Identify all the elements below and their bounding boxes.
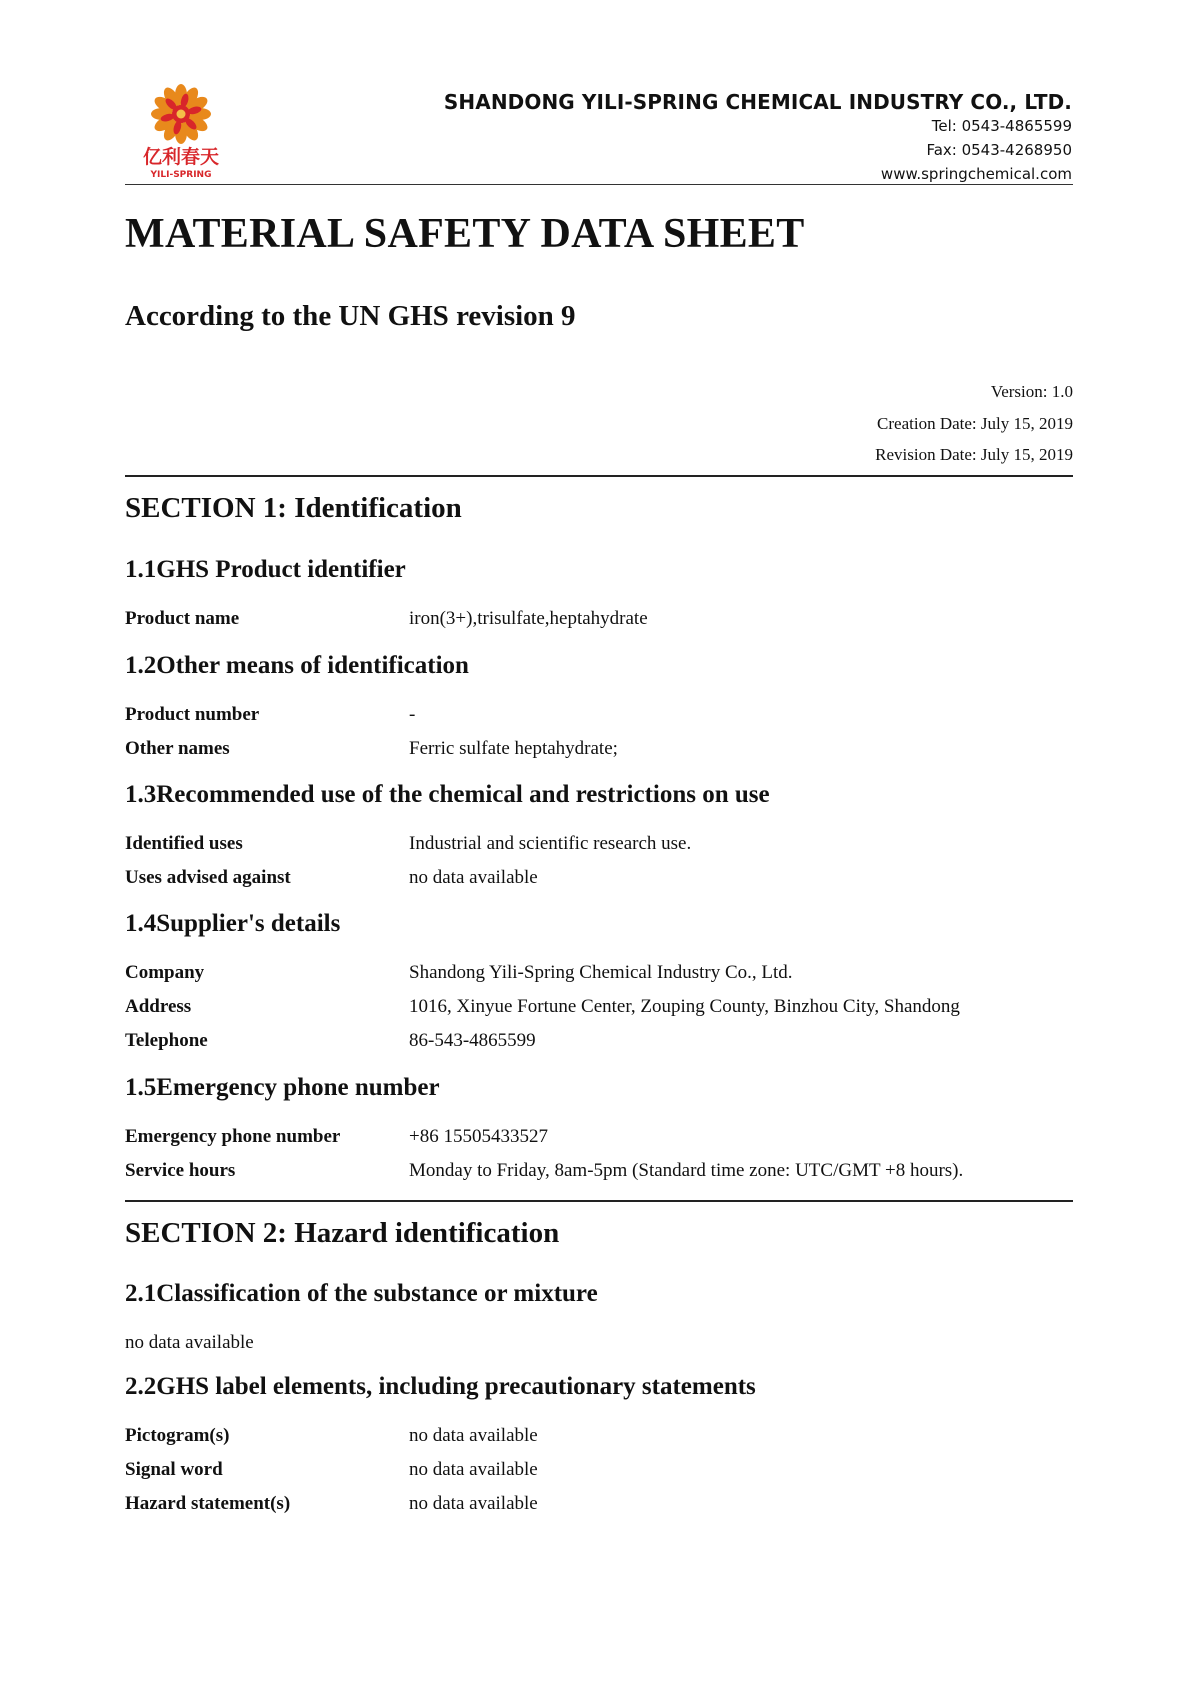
field-value: Industrial and scientific research use.	[409, 833, 692, 854]
field-row	[125, 608, 1073, 638]
field-label: Emergency phone number	[125, 1126, 341, 1147]
field-value: no data available	[409, 1425, 538, 1446]
field-row	[125, 996, 1073, 1026]
subsection-1-5-heading: 1.5Emergency phone number	[125, 1074, 440, 1101]
header-divider	[125, 184, 1073, 185]
creation-date: Creation Date: July 15, 2019	[877, 413, 1073, 433]
field-value: 1016, Xinyue Fortune Center, Zouping County, Binzhou City, Shandong	[409, 996, 960, 1017]
company-website[interactable]: www.springchemical.com	[880, 165, 1072, 183]
field-label: Service hours	[125, 1160, 236, 1181]
field-row	[125, 1493, 1073, 1523]
field-value: iron(3+),trisulfate,heptahydrate	[409, 608, 648, 629]
company-name: SHANDONG YILI-SPRING CHEMICAL INDUSTRY CO., LTD.	[443, 90, 1072, 114]
field-row	[125, 833, 1073, 863]
section-1-heading: SECTION 1: Identification	[125, 492, 462, 524]
field-label: Company	[125, 962, 205, 983]
field-label: Other names	[125, 738, 230, 759]
field-label: Uses advised against	[125, 867, 291, 888]
field-value: no data available	[409, 1459, 538, 1480]
field-label: Address	[125, 996, 192, 1017]
subsection-1-3-heading: 1.3Recommended use of the chemical and restrictions on use	[125, 781, 770, 808]
field-value: Shandong Yili-Spring Chemical Industry Co., Ltd.	[409, 962, 793, 983]
field-label: Product number	[125, 704, 260, 725]
field-label: Hazard statement(s)	[125, 1493, 291, 1514]
company-fax: Fax: 0543-4268950	[926, 141, 1072, 159]
field-value: no data available	[409, 1493, 538, 1514]
field-label: Product name	[125, 608, 240, 629]
subsection-1-1-heading: 1.1GHS Product identifier	[125, 556, 406, 583]
field-value: no data available	[409, 867, 538, 888]
field-row	[125, 1160, 1073, 1190]
subsection-2-2-heading: 2.2GHS label elements, including precautionary statements	[125, 1373, 756, 1400]
field-row	[125, 1459, 1073, 1489]
section-divider	[125, 1200, 1073, 1202]
field-row	[125, 1126, 1073, 1156]
logo-english-text: YILI-SPRING	[150, 170, 212, 180]
field-label: Pictogram(s)	[125, 1425, 230, 1446]
field-row	[125, 962, 1073, 992]
field-row	[125, 1425, 1073, 1455]
field-row	[125, 1030, 1073, 1060]
field-label: Signal word	[125, 1459, 223, 1480]
field-value: +86 15505433527	[409, 1126, 548, 1147]
company-contact-block	[444, 90, 1072, 186]
subsection-1-2-heading: 1.2Other means of identification	[125, 652, 469, 679]
classification-text: no data available	[125, 1332, 254, 1353]
field-row	[125, 738, 1073, 768]
field-label: Identified uses	[125, 833, 243, 854]
sunflower-logo-icon	[139, 80, 223, 182]
company-logo	[139, 80, 223, 182]
logo-chinese-text: 亿利春天	[142, 146, 220, 168]
section-divider	[125, 475, 1073, 477]
document-title: MATERIAL SAFETY DATA SHEET	[125, 211, 805, 257]
document-subtitle: According to the UN GHS revision 9	[125, 300, 576, 332]
subsection-2-1-heading: 2.1Classification of the substance or mixture	[125, 1280, 598, 1307]
field-value: Monday to Friday, 8am-5pm (Standard time zone: UTC/GMT +8 hours).	[409, 1160, 964, 1181]
field-label: Telephone	[125, 1030, 208, 1051]
field-value: -	[409, 704, 416, 725]
subsection-1-4-heading: 1.4Supplier's details	[125, 910, 341, 937]
field-value: 86-543-4865599	[409, 1030, 536, 1051]
field-value: Ferric sulfate heptahydrate;	[409, 738, 618, 759]
version: Version: 1.0	[990, 382, 1073, 401]
revision-date: Revision Date: July 15, 2019	[875, 445, 1073, 464]
version-info	[875, 376, 1073, 471]
company-tel: Tel: 0543-4865599	[931, 117, 1072, 135]
section-2-heading: SECTION 2: Hazard identification	[125, 1217, 560, 1249]
field-row	[125, 867, 1073, 897]
field-row	[125, 704, 1073, 734]
